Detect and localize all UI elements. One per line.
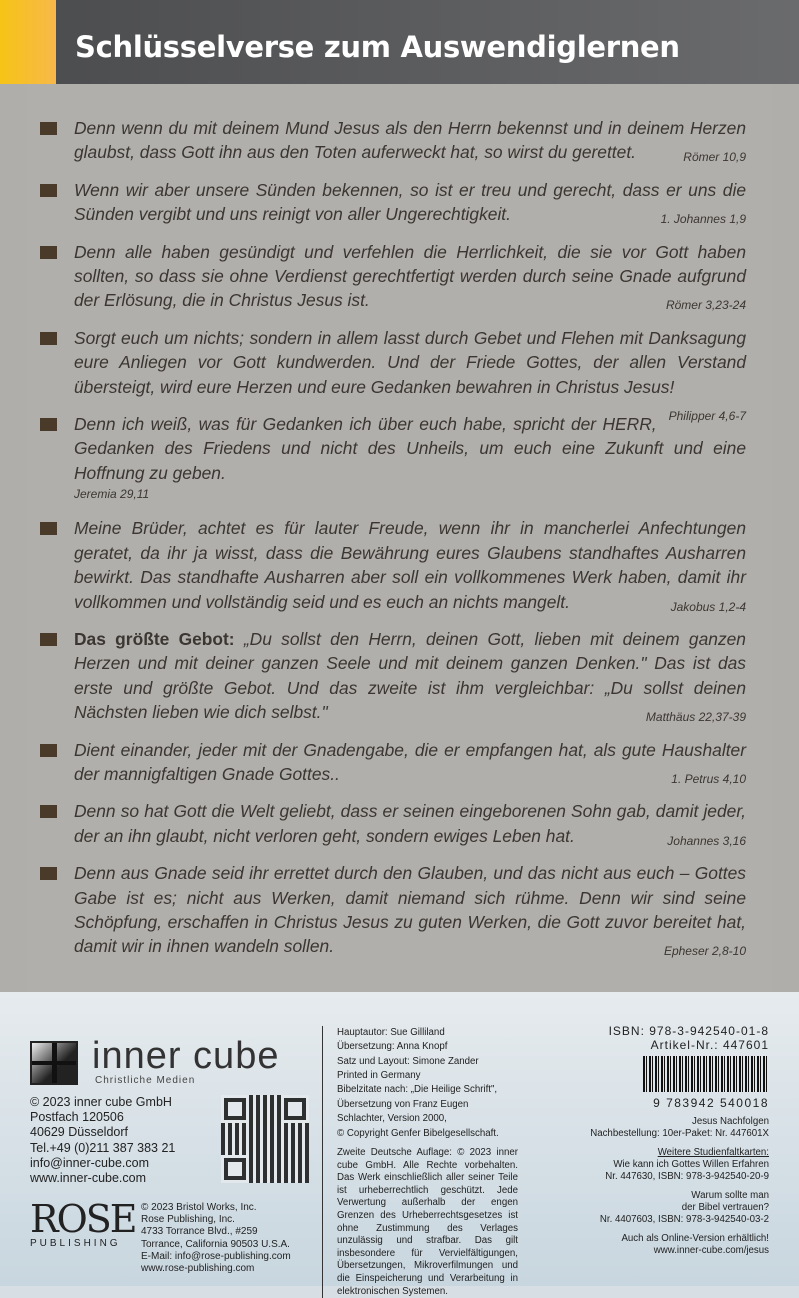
credit-line: Übersetzung von Franz Eugen bbox=[337, 1098, 469, 1110]
more-heading: Weitere Studienfaltkarten: bbox=[657, 1146, 769, 1158]
verse-text bbox=[74, 799, 746, 848]
credits-column bbox=[322, 1026, 518, 1298]
address-line: 40629 Düsseldorf bbox=[30, 1125, 128, 1140]
verse-body: Denn wenn du mit deinem Mund Jesus als den Herrn bekennst und in deinem Herzen glaubst, dass Gott ihn aus den Toten auferweckt hat, so wirst du gerettet. bbox=[74, 118, 746, 163]
inner-cube-address bbox=[30, 1095, 175, 1187]
verse-body: Dient einander, jeder mit der Gnadengabe, die er empfangen hat, als gute Haushalter der mannigfaltigen Gnade Gottes.. bbox=[74, 739, 746, 784]
verse-text bbox=[74, 178, 746, 227]
verse-item bbox=[40, 178, 746, 227]
online-note: Auch als Online-Version erhältlich! bbox=[621, 1232, 769, 1244]
bullet-square-icon bbox=[40, 418, 57, 431]
email[interactable]: E-Mail: info@rose-publishing.com bbox=[141, 1250, 291, 1262]
bullet-square-icon bbox=[40, 633, 57, 646]
verse-item bbox=[40, 799, 746, 848]
footer bbox=[0, 992, 799, 1297]
verse-prefix: Das größte Gebot: bbox=[74, 628, 235, 649]
verse-reference: 1. Petrus 4,10 bbox=[671, 771, 746, 786]
verse-item bbox=[40, 516, 746, 614]
header-bar bbox=[0, 0, 799, 84]
verse-reference: Jakobus 1,2-4 bbox=[670, 599, 746, 614]
accent-stripe bbox=[0, 0, 56, 84]
verse-text bbox=[74, 627, 746, 725]
product-info bbox=[549, 1024, 769, 1257]
credit-line: Hauptautor: Sue Gilliland bbox=[337, 1026, 445, 1038]
reorder-info: Nachbestellung: 10er-Paket: Nr. 447601X bbox=[590, 1127, 769, 1139]
cube-logo-icon bbox=[30, 1041, 78, 1085]
bullet-square-icon bbox=[40, 522, 57, 535]
online-link[interactable]: www.inner-cube.com/jesus bbox=[653, 1244, 769, 1256]
credit-line: Satz und Layout: Simone Zander bbox=[337, 1055, 479, 1067]
article-number: Artikel-Nr.: 447601 bbox=[650, 1037, 769, 1052]
verse-list bbox=[40, 116, 746, 959]
verse-body: Denn aus Gnade seid ihr errettet durch den Glauben, und das nicht aus euch – Gottes Gabe ist es; nicht aus Werken, damit niemand sich rühme. Denn wir sind seine Schöpfung, erschaffen in Christus Jesus zu guten Werken, die Gott zuvor bereitet hat, damit wir in ihnen wandeln sollen. bbox=[74, 863, 746, 957]
verse-reference: Johannes 3,16 bbox=[667, 833, 746, 848]
bullet-square-icon bbox=[40, 744, 57, 757]
verse-item bbox=[40, 412, 746, 503]
verse-reference: Matthäus 22,37-39 bbox=[645, 710, 746, 725]
verse-item bbox=[40, 861, 746, 959]
bullet-square-icon bbox=[40, 867, 57, 880]
address-line: © 2023 Bristol Works, Inc. bbox=[141, 1201, 257, 1213]
address-line: 4733 Torrance Blvd., #259 bbox=[141, 1226, 258, 1238]
verse-text bbox=[74, 116, 746, 165]
barcode bbox=[643, 1056, 769, 1092]
rose-sub: PUBLISHING bbox=[30, 1237, 121, 1249]
verse-reference: Jeremia 29,11 bbox=[74, 487, 150, 502]
barcode-number: 9 783942 540018 bbox=[653, 1095, 769, 1110]
address-line: Postfach 120506 bbox=[30, 1110, 124, 1125]
address-line: Rose Publishing, Inc. bbox=[141, 1214, 235, 1226]
verses-panel bbox=[0, 84, 799, 992]
verse-body: Denn ich weiß, was für Gedanken ich über euch habe, spricht der HERR, Gedanken des Friedens und nicht des Unheils, um euch eine Zukunft und eine Hoffnung zu geben. bbox=[74, 414, 746, 483]
verse-reference: Epheser 2,8-10 bbox=[663, 944, 746, 959]
verse-item bbox=[40, 240, 746, 313]
website[interactable]: www.inner-cube.com bbox=[30, 1171, 147, 1186]
verse-body: „Du sollst den Herrn, deinen Gott, lieben mit deinem ganzen Herzen und mit deiner ganzen Seele und mit deinem ganzen Denken." Das ist das erste und größte Gebot. Und das zweite ist ihm vergleichbar: „Du sollst deinen Nächsten lieben wie dich selbst." bbox=[74, 628, 746, 723]
isbn: ISBN: 978-3-942540-01-8 bbox=[608, 1023, 769, 1038]
verse-item bbox=[40, 326, 746, 424]
page-title: Schlüsselverse zum Auswendiglernen bbox=[75, 30, 680, 64]
rose-publishing-logo bbox=[30, 1198, 136, 1249]
verse-reference: Philipper 4,6-7 bbox=[668, 409, 746, 424]
verse-item bbox=[40, 627, 746, 725]
address-line: © 2023 inner cube GmbH bbox=[30, 1094, 172, 1109]
related-title: Warum sollte man bbox=[691, 1189, 769, 1201]
copyright-notice: Zweite Deutsche Auflage: © 2023 inner cube GmbH. Alle Rechte vorbehalten. Das Werk einschließlich aller seiner Teile ist urheberrechtlich geschützt. Jede Verwertung außerhalb der engen Grenzen des Urheberrechtsgesetzes ist ohne Zustimmung des Verlages unzulässig und strafbar. Das gilt insbesondere für Vervielfältigungen, Übersetzungen, Mikroverfilmungen und die Einspeicherung und Verarbeitung in elektronischen Systemen. bbox=[337, 1147, 518, 1297]
credit-line: © Copyright Genfer Bibelgesellschaft. bbox=[337, 1127, 499, 1139]
verse-reference: 1. Johannes 1,9 bbox=[660, 212, 746, 227]
verse-text bbox=[74, 861, 746, 959]
verse-item bbox=[40, 116, 746, 165]
phone: Tel.+49 (0)211 387 383 21 bbox=[30, 1140, 176, 1155]
verse-text bbox=[74, 412, 746, 503]
related-number: Nr. 447630, ISBN: 978-3-942540-20-9 bbox=[605, 1170, 769, 1182]
bullet-square-icon bbox=[40, 332, 57, 345]
verse-text bbox=[74, 326, 746, 424]
credit-line: Bibelzitate nach: „Die Heilige Schrift", bbox=[337, 1084, 498, 1096]
website[interactable]: www.rose-publishing.com bbox=[141, 1263, 255, 1275]
email[interactable]: info@inner-cube.com bbox=[30, 1155, 149, 1170]
related-number: Nr. 4407603, ISBN: 978-3-942540-03-2 bbox=[599, 1213, 769, 1225]
verse-text bbox=[74, 516, 746, 614]
credit-line: Schlachter, Version 2000, bbox=[337, 1113, 447, 1125]
brand-name: inner cube bbox=[92, 1034, 280, 1077]
related-title: Wie kann ich Gottes Willen Erfahren bbox=[613, 1158, 769, 1170]
verse-reference: Römer 10,9 bbox=[683, 150, 746, 165]
verse-body: Sorgt euch um nichts; sondern in allem lasst durch Gebet und Flehen mit Danksagung eure Anliegen vor Gott kundwerden. Und der Friede Gottes, der allen Verstand übersteigt, wird eure Herzen und eure Gedanken bewahren in Christus Jesus! bbox=[74, 327, 746, 397]
related-title: der Bibel vertrauen? bbox=[681, 1201, 769, 1213]
verse-body: Denn so hat Gott die Welt geliebt, dass er seinen eingeborenen Sohn gab, damit jeder, der an ihn glaubt, nicht verloren geht, sondern ewiges Leben hat. bbox=[74, 801, 746, 846]
verse-text bbox=[74, 240, 746, 313]
verse-item bbox=[40, 738, 746, 787]
credit-line: Printed in Germany bbox=[337, 1070, 421, 1081]
rose-address bbox=[141, 1202, 291, 1276]
bullet-square-icon bbox=[40, 184, 57, 197]
address-line: Torrance, California 90503 U.S.A. bbox=[141, 1238, 290, 1250]
verse-body: Meine Brüder, achtet es für lauter Freude, wenn ihr in mancherlei Anfechtungen geratet, da ihr ja wisst, dass die Bewährung eures Glaubens standhaftes Ausharren bewirkt. Das standhafte Ausharren aber soll ein vollkommenes Werk haben, damit ihr vollkommen und vollständig seid und es euch an nichts mangelt. bbox=[74, 518, 746, 612]
bullet-square-icon bbox=[40, 805, 57, 818]
qr-code[interactable] bbox=[221, 1095, 309, 1183]
credit-line: Übersetzung: Anna Knopf bbox=[337, 1041, 448, 1053]
verse-body: Wenn wir aber unsere Sünden bekennen, so ist er treu und gerecht, dass er uns die Sünden vergibt und uns reinigt von aller Ungerechtigkeit. bbox=[74, 179, 746, 225]
brand-subtitle: Christliche Medien bbox=[95, 1074, 196, 1086]
verse-reference: Römer 3,23-24 bbox=[665, 298, 746, 313]
bullet-square-icon bbox=[40, 246, 57, 259]
product-name: Jesus Nachfolgen bbox=[691, 1115, 769, 1127]
verse-text bbox=[74, 738, 746, 787]
rose-brand: ROSE bbox=[30, 1196, 136, 1241]
verse-body: Denn alle haben gesündigt und verfehlen die Herrlichkeit, die sie vor Gott haben sollten, so dass sie ohne Verdienst gerechtfertigt werden durch seine Gnade aufgrund der Erlösung, die in Christus Jesus ist. bbox=[74, 241, 746, 311]
bullet-square-icon bbox=[40, 122, 57, 135]
